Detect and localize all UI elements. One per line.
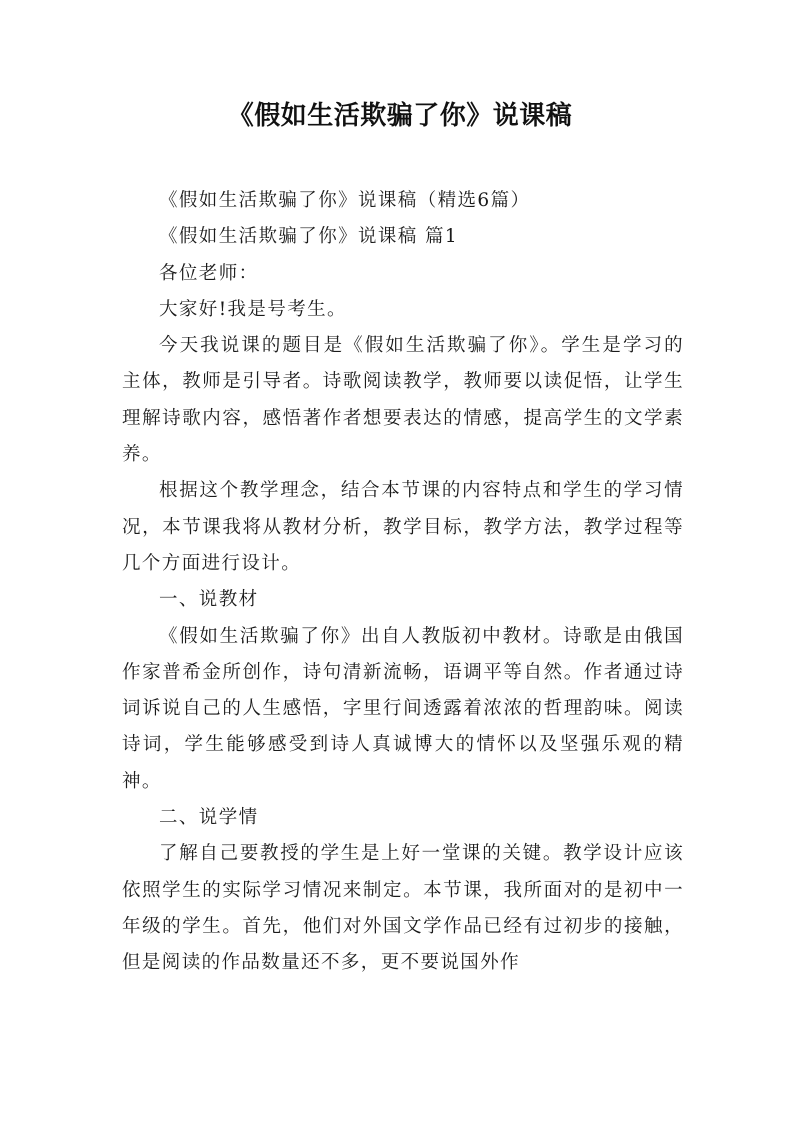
section-heading-part1: 《假如生活欺骗了你》说课稿 篇1 (159, 226, 459, 248)
greeting: 大家好!我是号考生。 (159, 298, 347, 320)
concept-paragraph: 根据这个教学理念，结合本节课的内容特点和学生的学习情况，本节课我将从教材分析，教学目标，教学方法，教学过程等几个方面进行设计。 (122, 480, 684, 574)
heading-students: 二、说学情 (159, 807, 259, 829)
textbook-paragraph: 《假如生活欺骗了你》出自人教版初中教材。诗歌是由俄国作家普希金所创作，诗句清新流畅，语调平等自然。作者通过诗词诉说自己的人生感悟，字里行间透露着浓浓的哲理韵味。阅读诗词，学生能够感受到诗人真诚博大的情怀以及坚强乐观的精神。 (122, 625, 684, 792)
intro-paragraph: 今天我说课的题目是《假如生活欺骗了你》。学生是学习的主体，教师是引导者。诗歌阅读教学，教师要以读促悟，让学生理解诗歌内容，感悟著作者想要表达的情感，提高学生的文学素养。 (122, 335, 684, 466)
heading-textbook: 一、说教材 (159, 589, 259, 611)
document-title: 《假如生活欺骗了你》说课稿 (227, 101, 573, 131)
document-body (122, 183, 684, 982)
students-paragraph: 了解自己要教授的学生是上好一堂课的关键。教学设计应该依照学生的实际学习情况来制定。本节课，我所面对的是初中一年级的学生。首先，他们对外国文学作品已经有过初步的接触，但是阅读的作品数量还不多，更不要说国外作 (122, 843, 684, 974)
salutation: 各位老师： (159, 262, 259, 284)
subtitle-line: 《假如生活欺骗了你》说课稿（精选6篇） (159, 190, 531, 211)
